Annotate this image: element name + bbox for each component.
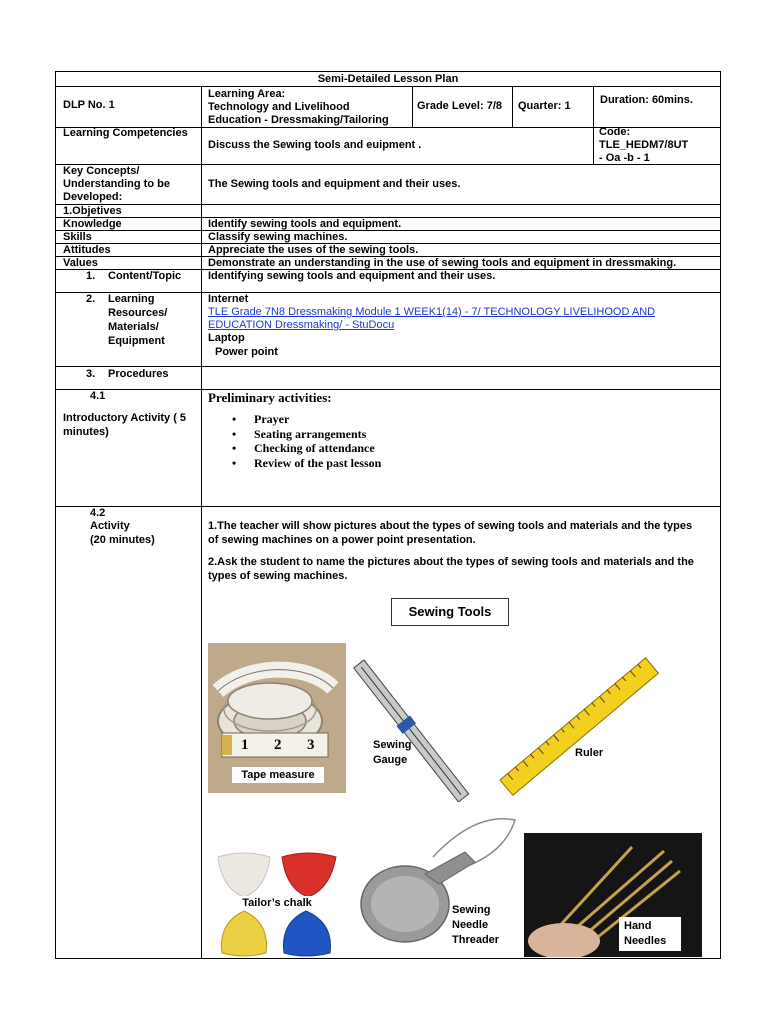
resource-item: Power point	[215, 346, 278, 358]
intro-list-item: • Seating arrangements	[254, 427, 524, 442]
duration: Duration: 60mins.	[600, 94, 693, 106]
resource-item: Laptop	[208, 332, 245, 344]
activity-step-2: types of sewing machines.	[208, 570, 348, 582]
competencies-label: Learning Competencies	[63, 127, 188, 139]
code-suffix: - Oa -b - 1	[599, 152, 650, 164]
tape-digit: 2	[274, 737, 282, 753]
intro-label: Introductory Activity ( 5	[63, 412, 187, 424]
activity-label: Activity	[90, 520, 130, 532]
intro-list-item: • Review of the past lesson	[254, 456, 524, 471]
hand-needles-label: Needles	[624, 935, 667, 947]
key-concepts-label: Developed:	[63, 191, 123, 203]
tailors-chalk-image	[208, 849, 346, 957]
hand-needles-image	[524, 833, 702, 957]
resources-heading: Internet	[208, 293, 249, 305]
sewing-gauge-label: Sewing	[373, 739, 412, 751]
tailors-chalk-label: Tailor’s chalk	[234, 896, 320, 910]
learning-area-line2: Education - Dressmaking/Tailoring	[208, 114, 389, 126]
intro-list	[224, 412, 524, 470]
column-divider	[412, 86, 413, 127]
intro-heading: Preliminary activities:	[208, 390, 332, 405]
activity-step-1: of sewing machines on a power point presentation.	[208, 534, 476, 546]
objective-row-label: Skills	[63, 231, 92, 243]
column-divider	[593, 86, 594, 164]
row-divider	[56, 204, 720, 205]
tape-digit: 1	[241, 737, 249, 753]
objective-row-text: Demonstrate an understanding in the use of sewing tools and equipment in dressmaking.	[208, 257, 677, 269]
content-number: 1.	[86, 270, 96, 282]
content-label: Content/Topic	[108, 270, 182, 282]
procedures-label: Procedures	[108, 368, 169, 380]
row-divider	[56, 86, 720, 87]
objective-row-text: Appreciate the uses of the sewing tools.	[208, 244, 419, 256]
resource-link[interactable]: EDUCATION Dressmaking/ - StuDocu	[208, 319, 395, 331]
learning-area-label: Learning Area:	[208, 88, 286, 100]
code-value: TLE_HEDM7/8UT	[599, 139, 689, 151]
intro-list-item: • Prayer	[254, 412, 524, 427]
sewing-gauge-icon	[352, 640, 662, 802]
resources-label: Equipment	[108, 335, 165, 347]
activity-step-2: 2.Ask the student to name the pictures about the types of sewing tools and materials and the	[208, 556, 694, 568]
row-divider	[56, 366, 720, 367]
learning-area-line1: Technology and Livelihood	[208, 101, 350, 113]
row-divider	[56, 292, 720, 293]
hand-needles-label-box	[619, 917, 681, 951]
key-concepts-label: Key Concepts/	[63, 165, 140, 177]
resources-label: Resources/	[108, 307, 168, 319]
procedures-number: 3.	[86, 368, 96, 380]
grade-level: Grade Level: 7/8	[417, 100, 502, 112]
resources-label: Learning	[108, 293, 155, 305]
hand-needles-label: Hand	[624, 920, 652, 932]
row-divider	[56, 506, 720, 507]
threader-label: Needle	[452, 919, 489, 931]
objective-row-text: Identify sewing tools and equipment.	[208, 218, 402, 230]
quarter: Quarter: 1	[518, 100, 571, 112]
competencies-text: Discuss the Sewing tools and euipment .	[208, 139, 422, 151]
objectives-label: 1.Objetives	[63, 205, 122, 217]
threader-label: Threader	[452, 934, 500, 946]
row-divider	[56, 389, 720, 390]
column-divider	[512, 86, 513, 127]
tape-digit: 3	[307, 737, 315, 753]
resource-link[interactable]: TLE Grade 7N8 Dressmaking Module 1 WEEK1(14) - 7/ TECHNOLOGY LIVELIHOOD AND	[208, 306, 656, 318]
objective-row-label: Attitudes	[63, 244, 111, 256]
intro-label: minutes)	[63, 426, 109, 438]
intro-list-item: • Checking of attendance	[254, 441, 524, 456]
objective-row-text: Classify sewing machines.	[208, 231, 348, 243]
key-concepts-label: Understanding to be	[63, 178, 170, 190]
intro-number: 4.1	[90, 390, 106, 402]
tape-measure-image	[208, 643, 346, 793]
dlp-number: DLP No. 1	[63, 99, 115, 111]
resources-label: Materials/	[108, 321, 159, 333]
code-label: Code:	[599, 126, 631, 138]
tape-measure-label: Tape measure	[232, 767, 324, 783]
activity-number: 4.2	[90, 507, 106, 519]
threader-label: Sewing	[452, 904, 491, 916]
slide-title-box: Sewing Tools	[391, 598, 509, 626]
gauge-ruler-image	[352, 640, 662, 802]
key-concepts-text: The Sewing tools and equipment and their uses.	[208, 178, 461, 190]
column-divider	[201, 86, 202, 959]
content-text: Identifying sewing tools and equipment and their uses.	[208, 270, 496, 282]
ruler-label: Ruler	[575, 747, 604, 759]
activity-step-1: 1.The teacher will show pictures about the types of sewing tools and materials and the types	[208, 520, 693, 532]
objective-row-label: Values	[63, 257, 98, 269]
objective-row-label: Knowledge	[63, 218, 122, 230]
sewing-gauge-label: Gauge	[373, 754, 408, 766]
resources-number: 2.	[86, 293, 96, 305]
page-title: Semi-Detailed Lesson Plan	[317, 73, 459, 85]
needle-threader-image	[355, 812, 520, 957]
activity-duration: (20 minutes)	[90, 534, 155, 546]
